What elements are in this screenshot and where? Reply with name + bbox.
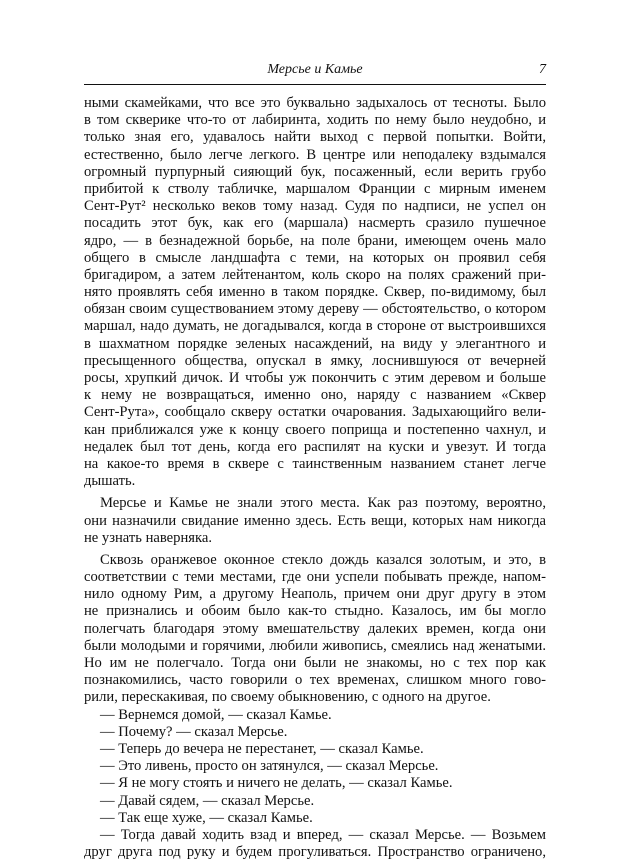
text-line: — Тогда давай ходить взад и вперед, — сказал Мерсье. — Возьмем <box>100 826 546 843</box>
text-line: маршал, надо думать, не догадывался, когда в стороне от выстроившихся <box>84 318 546 335</box>
paragraph-3 <box>84 552 546 707</box>
text-line: естественно, было легче легкого. В центре или неподалеку вздымался <box>84 146 546 163</box>
text-line: на какое-то время в сквере с таинственным названием станет легче <box>84 455 546 472</box>
text-line: ядро, — в безнадежной борьбе, на поле брани, имеющем очень мало <box>84 232 546 249</box>
paragraph-2 <box>84 495 546 547</box>
text-line: в том скверике что-то от лабиринта, ходить по нему было неудобно, и <box>84 112 546 129</box>
dialogue-line: — Теперь до вечера не перестанет, — сказал Камье. <box>100 740 424 757</box>
text-line: познакомились, часто говорили о тех временах, слишком много гово- <box>84 672 546 689</box>
text-line: недалек был тот день, когда его распилят на куски и увезут. И тогда <box>84 438 546 455</box>
text-line: ными скамейками, что все это буквально задыхалось от тесноты. Было <box>84 95 546 111</box>
text-line: соответствии с теми местами, где они успели побывать прежде, напом- <box>84 569 546 586</box>
text-line: дышать. <box>84 473 136 490</box>
running-header <box>84 62 546 82</box>
text-line: Сент-Рута», сообщало скверу остатки очарования. Задыхающийго вели- <box>84 404 546 421</box>
dialogue <box>84 707 546 827</box>
text-line: были молодыми и горячими, любили живопись, смеялись над женатыми. <box>84 637 546 654</box>
text-line: прибитой к стволу табличке, маршалом Франции с мирным именем <box>84 180 546 197</box>
text-line: обязан своим существованием этому дереву — обстоятельство, о котором <box>84 301 546 318</box>
dialogue-line: — Давай сядем, — сказал Мерсье. <box>100 792 315 809</box>
text-line: только зная его, удавалось найти выход с первой попытки. Войти, <box>84 129 546 146</box>
text-line: огромный пурпурный сияющий бук, посаженный, если верить грубо <box>84 163 546 180</box>
text-line: нило одному Рим, а другому Неаполь, причем они друг другу в этом <box>84 586 546 603</box>
header-title: Мерсье и Камье <box>267 62 363 77</box>
page-number: 7 <box>539 62 546 77</box>
dialogue-line: — Почему? — сказал Мерсье. <box>100 723 288 740</box>
text-line: пресыщенного общества, опускал в ямку, лоснившуюся от вечерней <box>84 352 546 369</box>
text-line: росы, хрупкий дичок. И чтобы уж покончить с этим деревом и больше <box>84 370 546 386</box>
dialogue-line: — Так еще хуже, — сказал Камье. <box>100 809 313 826</box>
text-line: посадить этот бук, как его (маршала) насмерть сразило пушечное <box>84 215 546 232</box>
paragraph-1 <box>84 95 546 490</box>
body-text <box>84 95 546 861</box>
text-line: бригадиром, а затем лейтенантом, коль скоро на полях сражений при- <box>84 266 546 283</box>
text-line: не узнать наверняка. <box>84 529 212 546</box>
dialogue-line: — Я не могу стоять и ничего не делать, — сказал Камье. <box>100 775 453 792</box>
text-line: Сент-Рут² несколько веков тому назад. Судя по надписи, не успел он <box>84 198 546 215</box>
header-rule <box>84 84 546 85</box>
text-line: Мерсье и Камье не знали этого места. Как раз поэтому, вероятно, <box>100 495 546 512</box>
dialogue-line: — Вернемся домой, — сказал Камье. <box>100 706 332 723</box>
text-line: к нему не возвращаться, именно оно, наряду с названием «Сквер <box>84 387 546 404</box>
text-line: рили, перескакивая, по своему обыкновению, с одного на другое. <box>84 689 491 706</box>
text-line: не признались и обоим было как-то стыдно. Казалось, им бы могло <box>84 603 546 620</box>
text-line: нято проявлять себя именно в таком порядке. Сквер, по-видимому, был <box>84 284 546 301</box>
closing-paragraph <box>84 827 546 861</box>
text-line: кан приближался уже к концу своего поприща и постепенно чахнул, и <box>84 421 546 438</box>
text-line: Но им не полегчало. Тогда они были не знакомы, но с тех пор как <box>84 655 546 671</box>
text-line: Сквозь оранжевое оконное стекло дождь казался золотым, и это, в <box>100 551 546 568</box>
text-line: они назначили свидание именно здесь. Есть вещи, которых нам никогда <box>84 512 546 529</box>
text-line: общего в смысле ландшафта с теми, на которых он проявил себя <box>84 249 546 266</box>
text-line: в шахматном порядке зеленых насаждений, на виду у элегантного и <box>84 335 546 352</box>
text-line: друг друга под руку и будем прогуливаться. Пространство ограничено, <box>84 844 546 861</box>
text-line: полегчать благодаря этому вмешательству далеких времен, когда они <box>84 620 546 637</box>
dialogue-line: — Это ливень, просто он затянулся, — сказал Мерсье. <box>100 758 439 775</box>
